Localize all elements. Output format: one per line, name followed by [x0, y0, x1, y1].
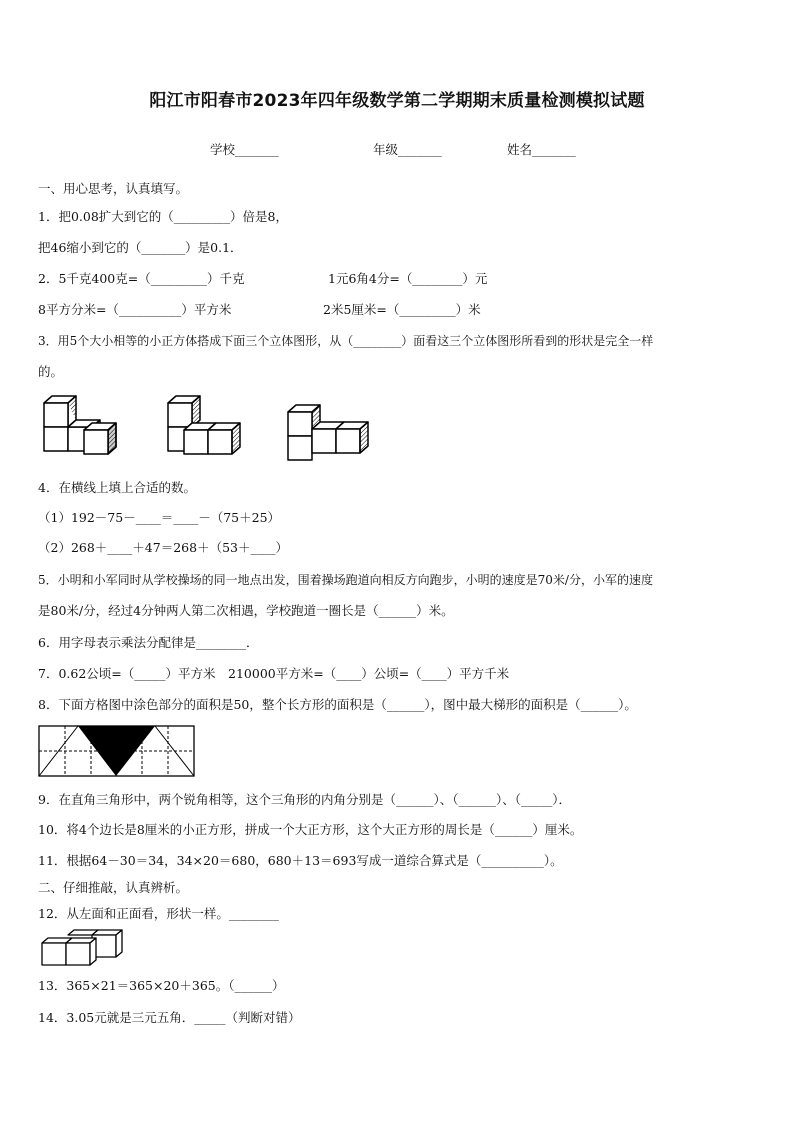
question-5-line-1: 5．小明和小军同时从学校操场的同一地点出发，围着操场跑道向相反方向跑步，小明的速度是70米/分，小军的速度	[38, 573, 653, 587]
section-2-heading: 二、仔细推敲，认真辨析。	[38, 880, 189, 895]
cube-figure-1	[44, 396, 116, 454]
question-4-heading: 4．在横线上填上合适的数。	[38, 480, 196, 495]
question-12-cube-figure	[40, 928, 126, 970]
question-8-grid-figure	[38, 724, 196, 780]
question-7: 7．0.62公顷=（_____）平方米 210000平方米=（____）公顷=（____）平方千米	[38, 666, 510, 681]
question-4-part-1: （1）192－75－____＝____－（75＋25）	[38, 510, 281, 525]
section-1-heading: 一、用心思考，认真填写。	[38, 181, 189, 196]
question-11: 11．根据64－30＝34，34×20＝680，680＋13＝693写成一道综合算式是（__________）。	[38, 853, 563, 868]
cube-figure-2	[168, 396, 240, 454]
question-2-part-4: 2米5厘米=（_________）米	[323, 302, 481, 317]
question-1-line-1: 1．把0.08扩大到它的（_________）倍是8，	[38, 209, 288, 224]
page-title: 阳江市阳春市2023年四年级数学第二学期期末质量检测模拟试题	[149, 91, 645, 111]
question-2-part-1: 2．5千克400克=（_________）千克	[38, 271, 245, 286]
school-field[interactable]: 学校_______	[210, 142, 279, 157]
question-3-line-1: 3．用5个大小相等的小正方体搭成下面三个立体图形，从（________）面看这三个立体图形所看到的形状是完全一样	[38, 334, 654, 348]
question-5-line-2: 是80米/分，经过4分钟两人第二次相遇，学校跑道一圈长是（______）米。	[38, 603, 454, 618]
question-4-part-2: （2）268＋____＋47＝268＋（53＋____）	[38, 540, 288, 555]
question-3-cube-figures	[40, 393, 385, 465]
question-2-part-2: 1元6角4分=（________）元	[328, 271, 488, 286]
question-6: 6．用字母表示乘法分配律是________．	[38, 635, 259, 650]
question-13: 13．365×21＝365×20＋365。（______）	[38, 978, 285, 993]
name-field[interactable]: 姓名_______	[507, 142, 576, 157]
cube-figure-3	[288, 405, 368, 460]
question-3-line-2: 的。	[38, 364, 64, 379]
grade-field[interactable]: 年级_______	[373, 142, 442, 157]
question-2-part-3: 8平方分米=（__________）平方米	[38, 302, 232, 317]
question-14: 14．3.05元就是三元五角．_____（判断对错）	[38, 1010, 301, 1025]
question-10: 10．将4个边长是8厘米的小正方形，拼成一个大正方形，这个大正方形的周长是（______）厘米。	[38, 822, 583, 837]
question-8: 8．下面方格图中涂色部分的面积是50，整个长方形的面积是（______），图中最大梯形的面积是（______）。	[38, 697, 637, 712]
question-9: 9．在直角三角形中，两个锐角相等，这个三角形的内角分别是（______）、（______）、（_____）．	[38, 792, 571, 807]
question-12: 12．从左面和正面看，形状一样。________	[38, 906, 279, 921]
question-1-line-2: 把46缩小到它的（_______）是0.1．	[38, 240, 243, 255]
